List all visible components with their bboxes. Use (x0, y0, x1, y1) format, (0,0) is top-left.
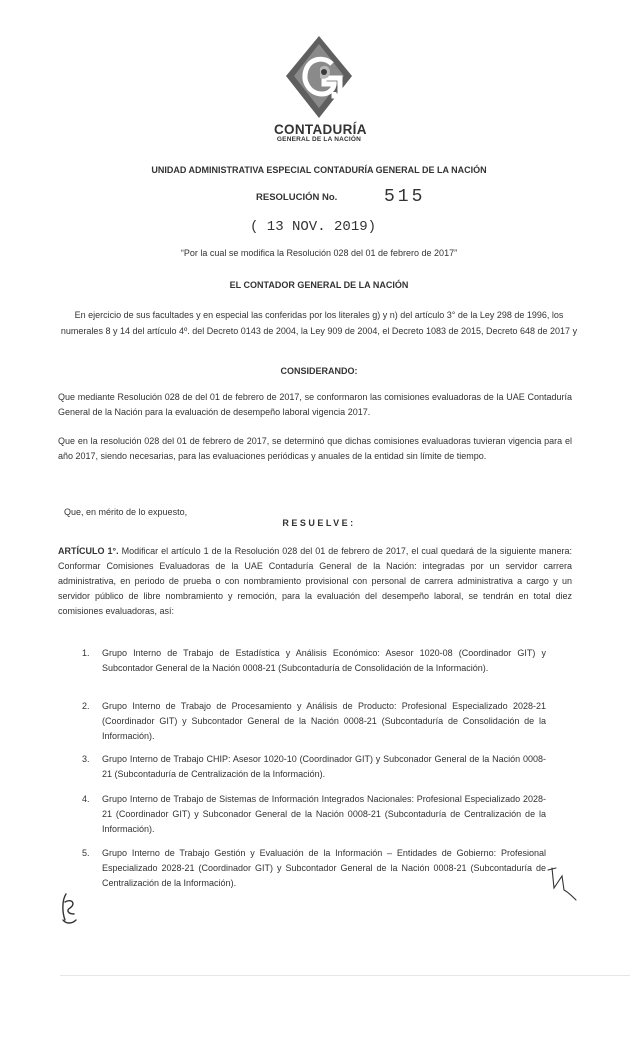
list-item-number: 5. (82, 848, 90, 858)
list-item-text: Grupo Interno de Trabajo CHIP: Asesor 1020-10 (Coordinador GIT) y Subconador General de la Nación 0008-21 (Subcontaduría de Centralización de la Información). (102, 754, 546, 779)
logo-subtitle: GENERAL DE LA NACIÓN (276, 136, 362, 143)
list-item-number: 4. (82, 794, 90, 804)
resolution-label: RESOLUCIÓN No. (256, 192, 338, 203)
resolves-heading: RESUELVE: (282, 518, 356, 528)
list-item-text: Grupo Interno de Trabajo de Estadística y Análisis Económico: Asesor 1020-08 (Coordinador GIT) y Subcontador General de la Nación 0008-21 (Subcontaduría de Consolidación de la Información). (102, 648, 546, 673)
article-text: Modificar el artículo 1 de la Resolución 028 del 01 de febrero de 2017, el cual quedará de la siguiente manera: Conformar Comisiones Evaluadoras de la UAE Contaduría General de la Nación: integradas por un servidor carrera administrativa, en periodo de prueba o con nombramiento provisional con personal de carrera administrativa a cargo y un servidor público de libre nombramiento y remoción, para la evaluación del desempeño laboral, se tendrán en total diez comisiones evaluadoras, así: (58, 546, 572, 616)
article-label: ARTÍCULO 1°. (58, 546, 119, 556)
initials-signature-right (544, 862, 580, 902)
list-item-text: Grupo Interno de Trabajo Gestión y Evaluación de la Información – Entidades de Gobierno: Profesional Especializado 2028-21 (Coordinador GIT) y Subcontador General de la Nación 0008-21 (Subcontaduría de Centralización de la Información). (102, 848, 546, 888)
logo-name: CONTADURÍA (274, 122, 367, 137)
page-divider (60, 975, 630, 976)
list-item-number: 2. (82, 701, 90, 711)
list-item-number: 1. (82, 648, 90, 658)
list-item-text: Grupo Interno de Trabajo de Sistemas de Información Integrados Nacionales: Profesional Especializado 2028-21 (Coordinador GIT) y Subconador General de la Nación 0008-21 (Subcontaduría de Centralización de la Información). (102, 794, 546, 834)
initials-signature-left (56, 890, 86, 930)
consideration-paragraph: Que en la resolución 028 del 01 de febrero de 2017, se determinó que dichas comisiones evaluadoras tuvieran vigencia para el año 2017, siendo necesarias, para las evaluaciones periódicas y anuales de la entidad sin límite de tiempo. (58, 436, 572, 461)
consideration-paragraph: Que mediante Resolución 028 de del 01 de febrero de 2017, se conformaron las comisiones evaluadoras de la UAE Contaduría General de la Nación para la evaluación de desempeño laboral vigencia 2017. (58, 392, 572, 417)
contaduria-emblem-icon (284, 34, 354, 120)
list-item-number: 3. (82, 754, 90, 764)
article-1 (58, 544, 572, 619)
entity-title: UNIDAD ADMINISTRATIVA ESPECIAL CONTADURÍA GENERAL DE LA NACIÓN (151, 165, 487, 175)
list-item-text: Grupo Interno de Trabajo de Procesamiento y Análisis de Producto: Profesional Especializado 2028-21 (Coordinador GIT) y Subcontador General de la Nación 0008-21 (Subcontaduría de Consolidación de la Información). (102, 701, 546, 741)
merit-paragraph: Que, en mérito de lo expuesto, (64, 507, 188, 517)
date-stamp: ( 13 NOV. 2019) (250, 219, 377, 235)
powers-paragraph: En ejercicio de sus facultades y en especial las conferidas por los literales g) y n) del artículo 3° de la Ley 298 de 1996, los numerales 8 y 14 del artículo 4º. del Decreto 0143 de 2004, la Ley 909 de 2004, el Decreto 1083 de 2015, Decreto 648 de 2017 y (60, 310, 578, 336)
resolution-subject: “Por la cual se modifica la Resolución 028 del 01 de febrero de 2017” (180, 248, 458, 258)
author-heading: EL CONTADOR GENERAL DE LA NACIÓN (229, 280, 409, 290)
contaduria-logo (274, 34, 367, 146)
considering-heading: CONSIDERANDO: (280, 366, 358, 376)
resolution-number: 515 (384, 187, 426, 207)
